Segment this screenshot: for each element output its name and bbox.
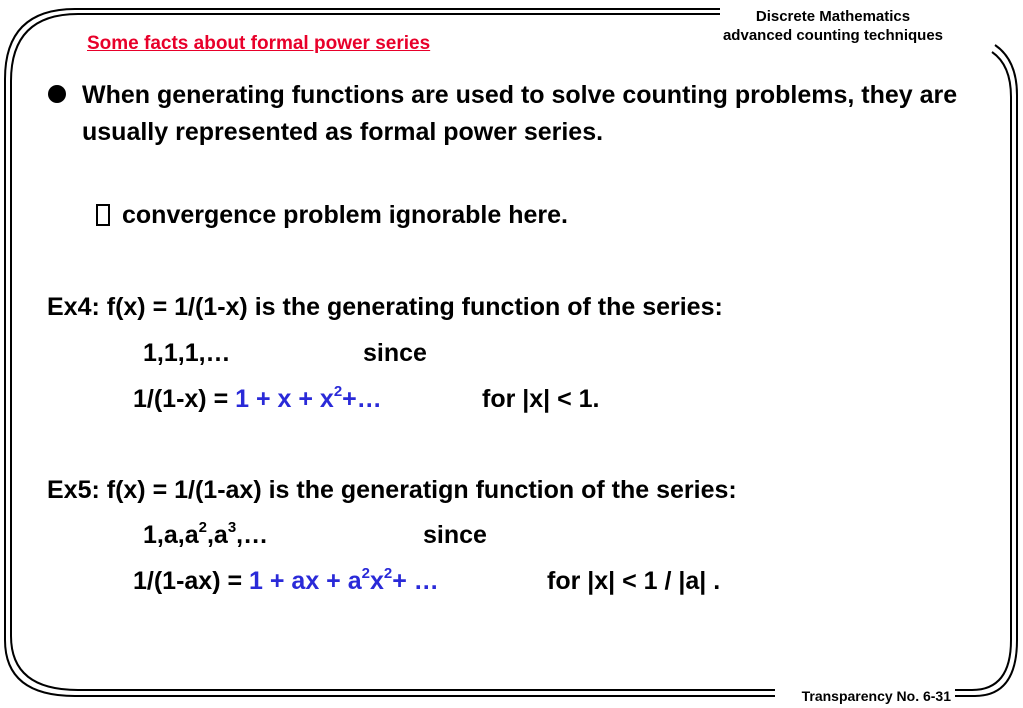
ex5-eq-rhs-post: + … xyxy=(392,567,439,595)
course-title: Discrete Mathematics xyxy=(755,8,911,25)
sub-point xyxy=(96,197,568,233)
ex5-series-pre: 1,a,a xyxy=(143,521,199,549)
ex4-eq-rhs-pre: 1 + x + x xyxy=(235,385,334,413)
bullet-paragraph: When generating functions are used to solve counting problems, they are usually represented as formal power series. xyxy=(82,81,958,146)
ex4-since: since xyxy=(363,339,427,367)
slide-title: Some facts about formal power series xyxy=(87,33,431,54)
implies-icon xyxy=(96,204,110,226)
ex4-eq-rhs-post: +… xyxy=(342,385,382,413)
ex4-equation xyxy=(133,381,382,417)
ex5-eq-rhs-mid: x xyxy=(369,567,384,595)
transparency-number: Transparency No. 6-31 xyxy=(801,688,951,704)
ex4-eq-lhs: 1/(1-x) = xyxy=(133,385,236,413)
sub-point-text: convergence problem ignorable here. xyxy=(122,201,568,229)
ex4-statement: Ex4: f(x) = 1/(1-x) is the generating function of the series: xyxy=(47,293,723,321)
ex5-since: since xyxy=(423,521,487,549)
ex5-eq-lhs: 1/(1-ax) = xyxy=(133,567,250,595)
course-header xyxy=(673,7,993,45)
ex4-condition: for |x| < 1. xyxy=(482,385,600,413)
ex5-series xyxy=(143,517,268,553)
ex5-series-exp2: 3 xyxy=(227,518,237,536)
ex5-equation xyxy=(133,563,439,599)
ex5-eq-exp1: 2 xyxy=(361,564,370,582)
ex5-series-exp1: 2 xyxy=(198,518,207,536)
ex5-statement: Ex5: f(x) = 1/(1-ax) is the generatign function of the series: xyxy=(47,476,737,504)
ex5-condition: for |x| < 1 / |a| . xyxy=(547,567,721,595)
course-subtitle: advanced counting techniques xyxy=(722,27,944,44)
ex4-eq-rhs xyxy=(235,382,382,413)
ex5-eq-rhs-pre: 1 + ax + a xyxy=(249,567,362,595)
ex5-series-mid: ,a xyxy=(206,521,228,549)
ex4-series: 1,1,1,… xyxy=(143,339,231,367)
bullet-icon xyxy=(48,85,66,103)
ex5-series-post: ,… xyxy=(236,521,269,549)
ex4-eq-exponent: 2 xyxy=(333,382,343,400)
ex5-eq-rhs xyxy=(249,564,439,595)
ex5-eq-exp2: 2 xyxy=(383,564,393,582)
